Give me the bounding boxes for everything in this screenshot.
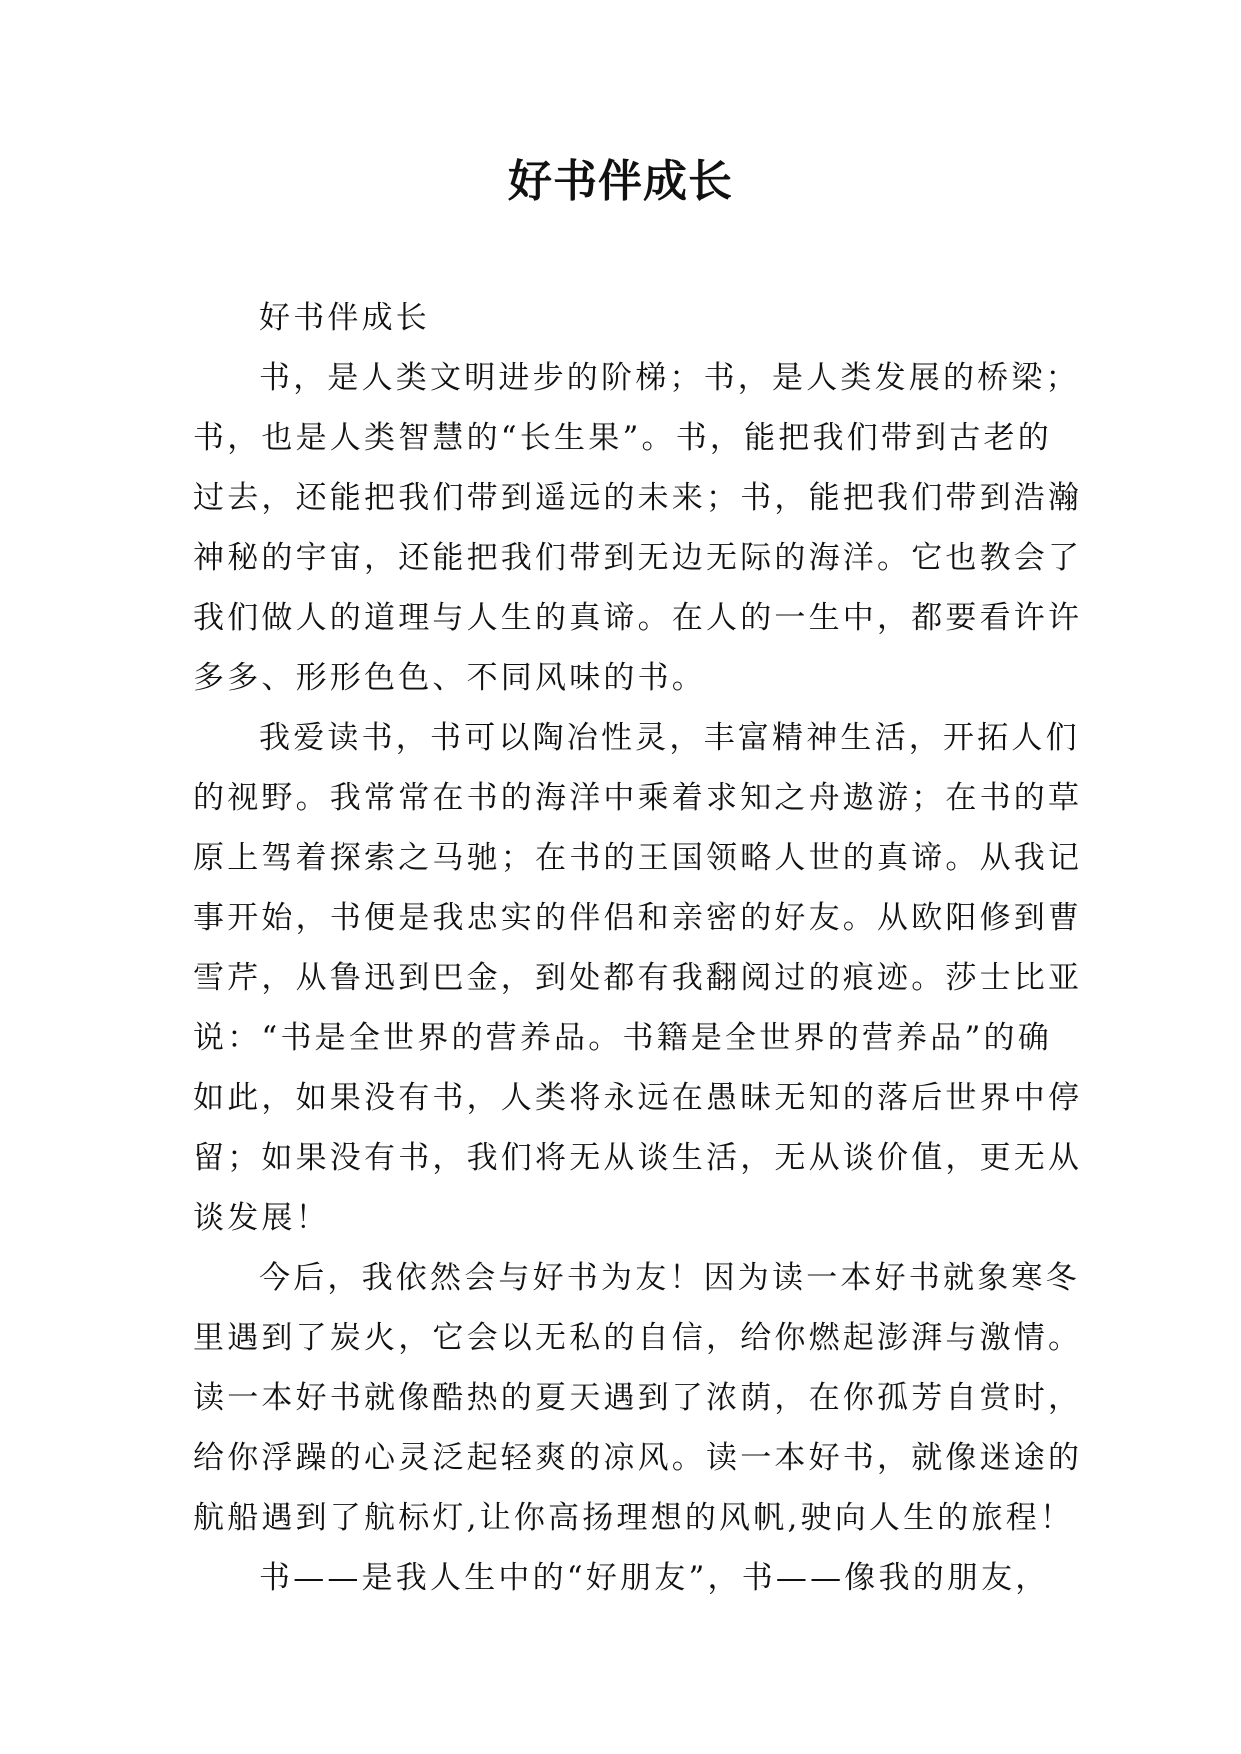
text-line: 航船遇到了航标灯,让你高扬理想的风帆,驶向人生的旅程！ xyxy=(193,1500,1075,1536)
text-line: 书——是我人生中的“好朋友”，书——像我的朋友， xyxy=(259,1560,1050,1596)
text-line: 我们做人的道理与人生的真谛。在人的一生中，都要看许许 xyxy=(193,600,1083,636)
text-line: 读一本好书就像酷热的夏天遇到了浓荫，在你孤芳自赏时， xyxy=(193,1380,1083,1416)
text-line: 事开始，书便是我忠实的伴侣和亲密的好友。从欧阳修到曹 xyxy=(193,900,1083,936)
text-line: 谈发展！ xyxy=(193,1200,330,1236)
text-line: 多多、形形色色、不同风味的书。 xyxy=(193,660,706,696)
text-line: 书，是人类文明进步的阶梯；书，是人类发展的桥梁； xyxy=(259,360,1080,396)
text-line: 说：“书是全世界的营养品。书籍是全世界的营养品”的确 xyxy=(193,1020,1052,1056)
text-line: 神秘的宇宙，还能把我们带到无边无际的海洋。它也教会了 xyxy=(193,540,1083,576)
text-line: 的视野。我常常在书的海洋中乘着求知之舟遨游；在书的草 xyxy=(193,780,1083,816)
document-body xyxy=(193,288,1083,1608)
text-line: 如此，如果没有书，人类将永远在愚昧无知的落后世界中停 xyxy=(193,1080,1083,1116)
text-line: 书，也是人类智慧的“长生果”。书，能把我们带到古老的 xyxy=(193,420,1052,456)
text-line: 我爱读书，书可以陶冶性灵，丰富精神生活，开拓人们 xyxy=(259,720,1080,756)
text-line: 给你浮躁的心灵泛起轻爽的凉风。读一本好书，就像迷途的 xyxy=(193,1440,1083,1476)
text-line: 留；如果没有书，我们将无从谈生活，无从谈价值，更无从 xyxy=(193,1140,1083,1176)
text-line: 里遇到了炭火，它会以无私的自信，给你燃起澎湃与激情。 xyxy=(193,1320,1083,1356)
text-line: 原上驾着探索之马驰；在书的王国领略人世的真谛。从我记 xyxy=(193,840,1083,876)
text-line: 雪芹，从鲁迅到巴金，到处都有我翻阅过的痕迹。莎士比亚 xyxy=(193,960,1083,996)
text-line: 今后，我依然会与好书为友！因为读一本好书就象寒冬 xyxy=(259,1260,1080,1296)
text-line: 过去，还能把我们带到遥远的未来；书，能把我们带到浩瀚 xyxy=(193,480,1083,516)
text-line: 好书伴成长 xyxy=(259,300,430,336)
document-title: 好书伴成长 xyxy=(508,156,733,207)
